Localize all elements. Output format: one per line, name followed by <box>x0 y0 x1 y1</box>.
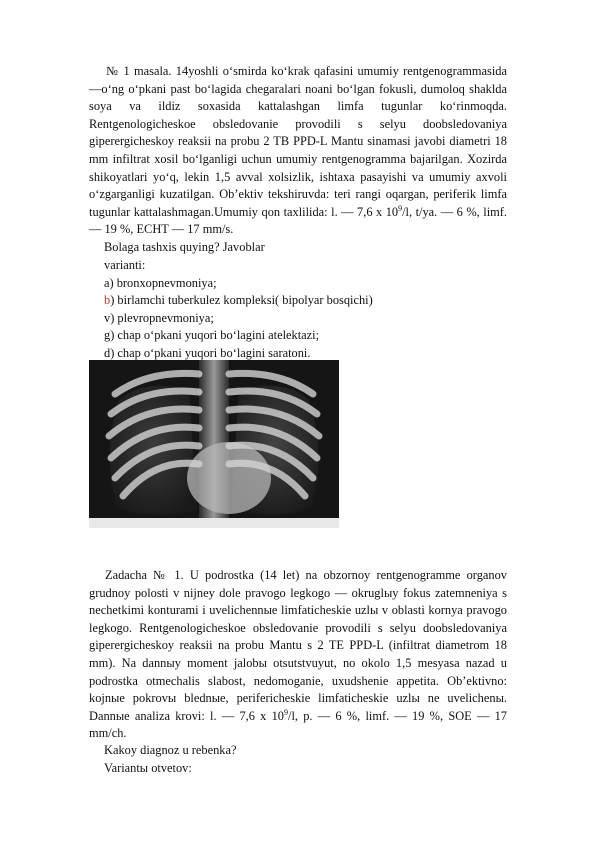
problem2-paragraph <box>89 567 507 743</box>
option-text: ) birlamchi tuberkulez kompleksi( bipolyar bosqichi) <box>110 293 373 307</box>
option-letter: v) <box>104 311 115 325</box>
problem2-text-part1: Zadacha № 1. U podrostka (14 let) na obzornoy rentgenogramme organov grudnoy polosti v nijney dole pravogo legkogo — okruglыy fokus zatemneniya s nechetkimi konturami i uvelichennыe limfaticheskie uzlы v oblasti kornya pravogo legkogo. Rentgenologicheskoe obsledovanie provodili s selyu doobsledovaniya giperergicheskoy reaksii na probu Mantu s 2 TE PPD-L (infiltrat diametrom 18 mm). Na dannыy moment jalobы otsutstvuyut, no okolo 1,5 mesyasa nazad u podrostka otmechalis slabost, nedomoganie, uxudshenie appetita. Obʼektivno: kojnыe pokrovы blednыe, perifericheskie limfaticheskie uzlы ne uvelichenы. Dannыe analiza krovi: l. — 7,6 x 10 <box>89 568 507 723</box>
problem1-question-line1: Bolaga tashxis quying? Javoblar <box>104 240 265 254</box>
chest-xray-image <box>89 360 339 528</box>
problem1-text-part1: № 1 masala. 14yoshli oʻsmirda koʻkrak qafasini umumiy rentgenogrammasida —oʻng oʻpkani past boʻlagida chegaralari noani boʻlgan fokusli, dumoloq shaklda soya va ildiz soxasida kattalashgan limfa tugunlar koʻrinmoqda. Rentgenologicheskoe obsledovanie provodili s selyu doobsledovaniya giperergicheskoy reaksii na probu 2 TB PPD-L Mantu sinamasi javobi diametri 18 mm infiltrat xosil boʻlganligi uchun umumiy rentgenogramma bajarilgan. Xozirda shikoyatlari yoʻq, lekin 1,5 avval xolsizlik, ishtaxa pasayishi va umumiy axvoli oʻzgarganligi kuzatilgan. Obʼektiv tekshiruvda: teri rangi oqargan, periferik limfa tugunlar kattalashmagan.Umumiy qon taxlilida: l. — 7,6 x 10 <box>89 64 507 219</box>
problem1-exponent: 9 <box>398 203 403 213</box>
problem1-text-part2: /l, t/ya. — 6 %, limf. — 19 %, ECHT — 17 mm/s. <box>89 204 507 237</box>
problem2-exponent: 9 <box>284 707 288 717</box>
problem1-option-g <box>104 327 319 345</box>
option-text: chap oʻpkani yuqori boʻlagini atelektazi; <box>114 328 320 342</box>
option-text: chap oʻpkani yuqori boʻlagini saratoni. <box>114 346 311 360</box>
problem2-question: Kakoy diagnoz u rebenka? <box>104 743 237 757</box>
problem1-option-a <box>104 275 217 293</box>
option-text: bronxopnevmoniya; <box>113 276 217 290</box>
option-letter: g) <box>104 328 115 342</box>
problem2-text-part2: /l, p. — 6 %, limf. — 19 %, SOE — 17 mm/ch. <box>89 708 507 741</box>
option-letter: a) <box>104 276 114 290</box>
problem2-answers-label: Variantы otvetov: <box>104 761 192 775</box>
problem1-paragraph <box>89 63 507 239</box>
option-text: plevropnevmoniya; <box>114 311 214 325</box>
problem1-option-b <box>104 292 373 310</box>
option-letter: b <box>104 293 111 307</box>
problem1-option-v <box>104 310 214 328</box>
option-letter: d) <box>104 346 115 360</box>
problem1-question-line2: varianti: <box>104 258 146 272</box>
